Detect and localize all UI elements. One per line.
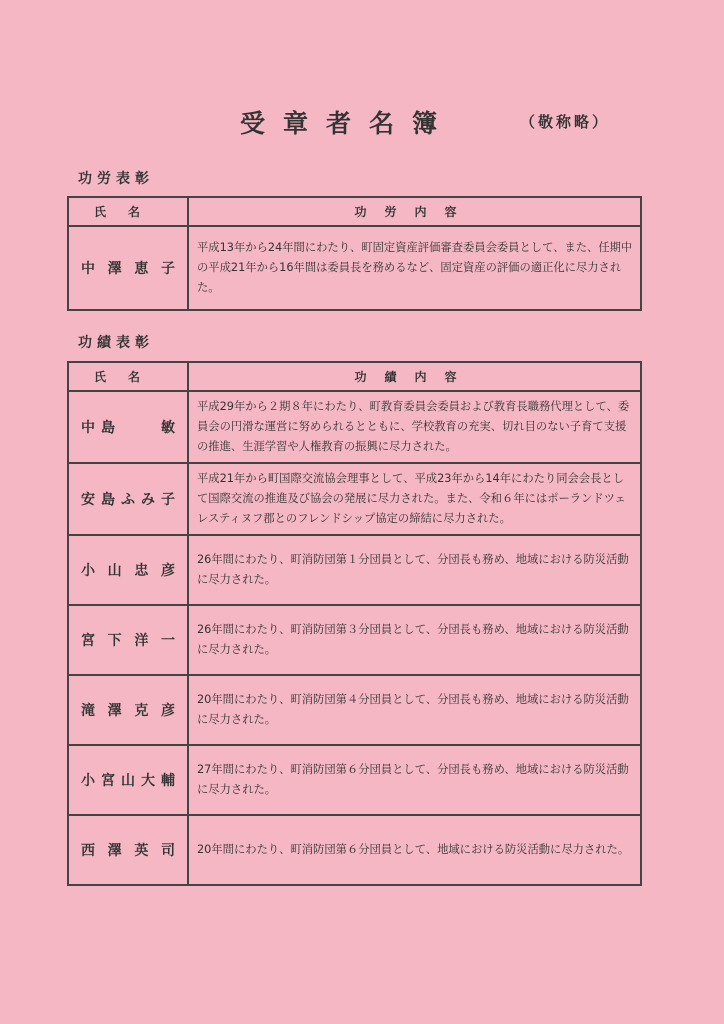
awardee-name-text: 滝 澤 克 彦	[81, 703, 177, 719]
page-title: 受章者名簿	[240, 109, 456, 138]
table-row	[68, 535, 641, 605]
awardee-name-text: 中 島 敏	[81, 420, 177, 436]
table-row	[68, 226, 641, 310]
awardee-name	[68, 463, 188, 535]
awardee-name-text: 小 山 忠 彦	[81, 563, 177, 579]
awardee-name	[68, 226, 188, 310]
awardee-name	[68, 535, 188, 605]
awardee-name-text: 小 宮 山 大 輔	[81, 773, 177, 789]
awardee-name	[68, 815, 188, 885]
awardee-name	[68, 745, 188, 815]
section-heading-merit-achievement: 功績表彰	[78, 335, 154, 351]
table-row	[68, 463, 641, 535]
awardee-name-text: 宮 下 洋 一	[81, 633, 177, 649]
award-description: 26年間にわたり、町消防団第３分団員として、分団長も務め、地域における防災活動に尽力された。	[188, 605, 641, 675]
award-description: 平成29年から２期８年にわたり、町教育委員会委員および教育長職務代理として、委員会の円滑な運営に努められるとともに、学校教育の充実、切れ目のない子育て支援の推進、生涯学習や人権教育の振興に尽力された。	[188, 391, 641, 463]
column-header-name: 氏名	[68, 197, 188, 226]
table-header-row	[68, 197, 641, 226]
table-row	[68, 391, 641, 463]
award-description: 平成21年から町国際交流協会理事として、平成23年から14年にわたり同会会長として国際交流の推進及び協会の発展に尽力された。また、令和６年にはポーランドツェレスティヌフ郡とのフレンドシップ協定の締結に尽力された。	[188, 463, 641, 535]
table-row	[68, 675, 641, 745]
awardee-name	[68, 675, 188, 745]
merit-achievement-table	[67, 361, 642, 886]
column-header-name: 氏名	[68, 362, 188, 391]
table-header-row	[68, 362, 641, 391]
award-description: 26年間にわたり、町消防団第１分団員として、分団長も務め、地域における防災活動に尽力された。	[188, 535, 641, 605]
column-header-content: 功労内容	[188, 197, 641, 226]
award-description: 27年間にわたり、町消防団第６分団員として、分団長も務め、地域における防災活動に尽力された。	[188, 745, 641, 815]
awardee-name-text: 安 島 ふ み 子	[81, 492, 177, 508]
award-description: 20年間にわたり、町消防団第６分団員として、地域における防災活動に尽力された。	[188, 815, 641, 885]
table-row	[68, 815, 641, 885]
award-description: 20年間にわたり、町消防団第４分団員として、分団長も務め、地域における防災活動に尽力された。	[188, 675, 641, 745]
title-row	[0, 104, 724, 144]
award-description: 平成13年から24年間にわたり、町固定資産評価審査委員会委員として、また、任期中の平成21年から16年間は委員長を務めるなど、固定資産の評価の適正化に尽力された。	[188, 226, 641, 310]
awardee-name	[68, 391, 188, 463]
honorific-note: （敬称略）	[520, 113, 611, 131]
awardee-name	[68, 605, 188, 675]
table-row	[68, 745, 641, 815]
merit-service-table	[67, 196, 642, 311]
awardee-name-text: 西 澤 英 司	[81, 843, 177, 859]
awardee-name-text: 中 澤 恵 子	[81, 261, 177, 277]
section-heading-merit-service: 功労表彰	[78, 171, 154, 187]
column-header-content: 功績内容	[188, 362, 641, 391]
table-row	[68, 605, 641, 675]
